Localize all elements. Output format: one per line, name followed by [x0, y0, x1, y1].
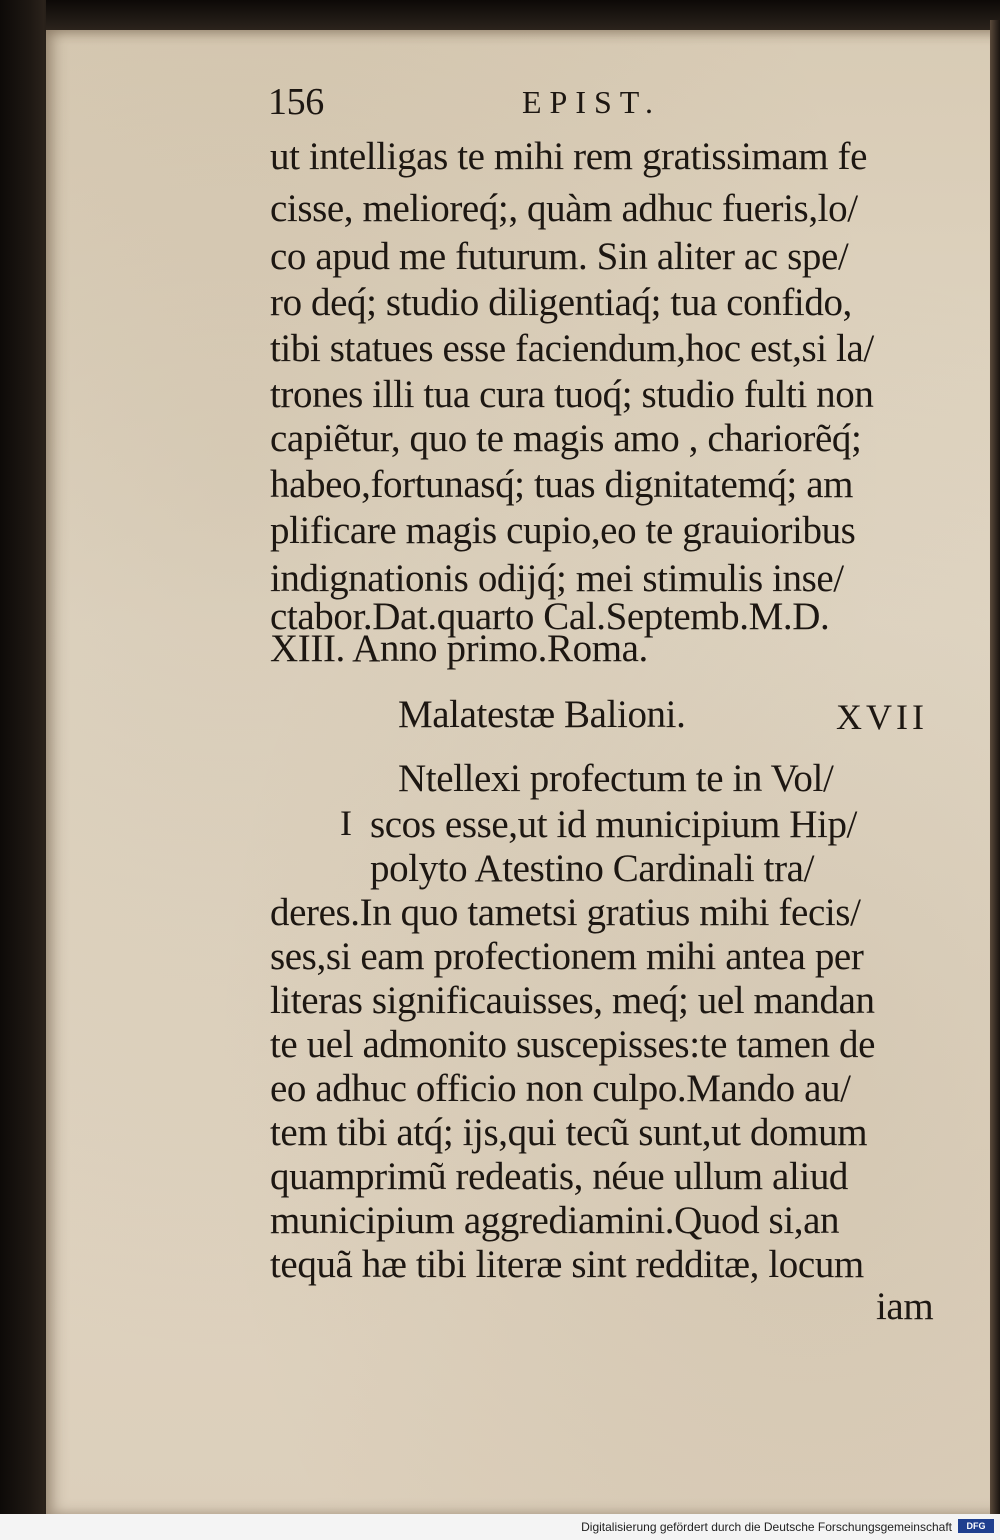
- text-line: ses,si eam profectionem mihi antea per: [270, 935, 864, 978]
- text-line: quamprimũ redeatis, néue ullum aliud: [270, 1155, 849, 1198]
- text-line: municipium aggrediamini.Quod si,an: [270, 1199, 840, 1242]
- running-head: EPIST.: [522, 84, 661, 120]
- text-line: co apud me futurum. Sin aliter ac spe/: [270, 235, 849, 278]
- text-line: ro deq́; studio diligentiaq́; tua confido,: [270, 281, 852, 324]
- footer-credit: Digitalisierung gefördert durch die Deutsche Forschungsgemeinschaft: [581, 1520, 952, 1534]
- top-shadow: [46, 0, 1000, 30]
- text-line: eo adhuc officio non culpo.Mando au/: [270, 1067, 851, 1110]
- text-line: capiẽtur, quo te magis amo , chariorẽq́;: [270, 417, 862, 460]
- letter-number: XVII: [836, 697, 928, 737]
- text-line: trones illi tua cura tuoq́; studio fulti non: [270, 373, 874, 416]
- text-line: cisse, melioreq́;, quàm adhuc fueris,lo/: [270, 187, 858, 230]
- text-line: scos esse,ut id municipium Hip/: [370, 803, 857, 846]
- text-line: tem tibi atq́; ijs,qui tecũ sunt,ut domum: [270, 1111, 868, 1154]
- page-number: 156: [268, 81, 324, 123]
- text-line: literas significauisses, meq́; uel mandan: [270, 979, 875, 1022]
- text-line: ctabor.Dat.quarto Cal.Septemb.M.D.: [270, 595, 830, 638]
- text-line: plificare magis cupio,eo te grauioribus: [270, 509, 856, 552]
- initial-letter: I: [340, 803, 352, 843]
- letter-heading: Malatestæ Balioni.: [398, 693, 686, 736]
- dfg-logo: DFG: [958, 1519, 994, 1533]
- text-line: XIII. Anno primo.Roma.: [270, 627, 648, 670]
- text-line: habeo,fortunasq́; tuas dignitatemq́; am: [270, 463, 854, 506]
- text-line: te uel admonito suscepisses:te tamen de: [270, 1023, 875, 1066]
- text-line: tequã hæ tibi literæ sint redditæ, locum: [270, 1243, 864, 1286]
- text-line: indignationis odijq́; mei stimulis inse/: [270, 557, 844, 600]
- text-line: tibi statues esse faciendum,hoc est,si la/: [270, 327, 874, 370]
- text-line: Ntellexi profectum te in Vol/: [398, 757, 834, 800]
- catchword: iam: [876, 1285, 934, 1328]
- text-line: deres.In quo tametsi gratius mihi fecis/: [270, 891, 861, 934]
- text-line: polyto Atestino Cardinali tra/: [370, 847, 815, 890]
- page-edge: [990, 20, 1000, 1520]
- footer: [0, 1514, 1000, 1540]
- text-line: ut intelligas te mihi rem gratissimam fe: [270, 135, 868, 178]
